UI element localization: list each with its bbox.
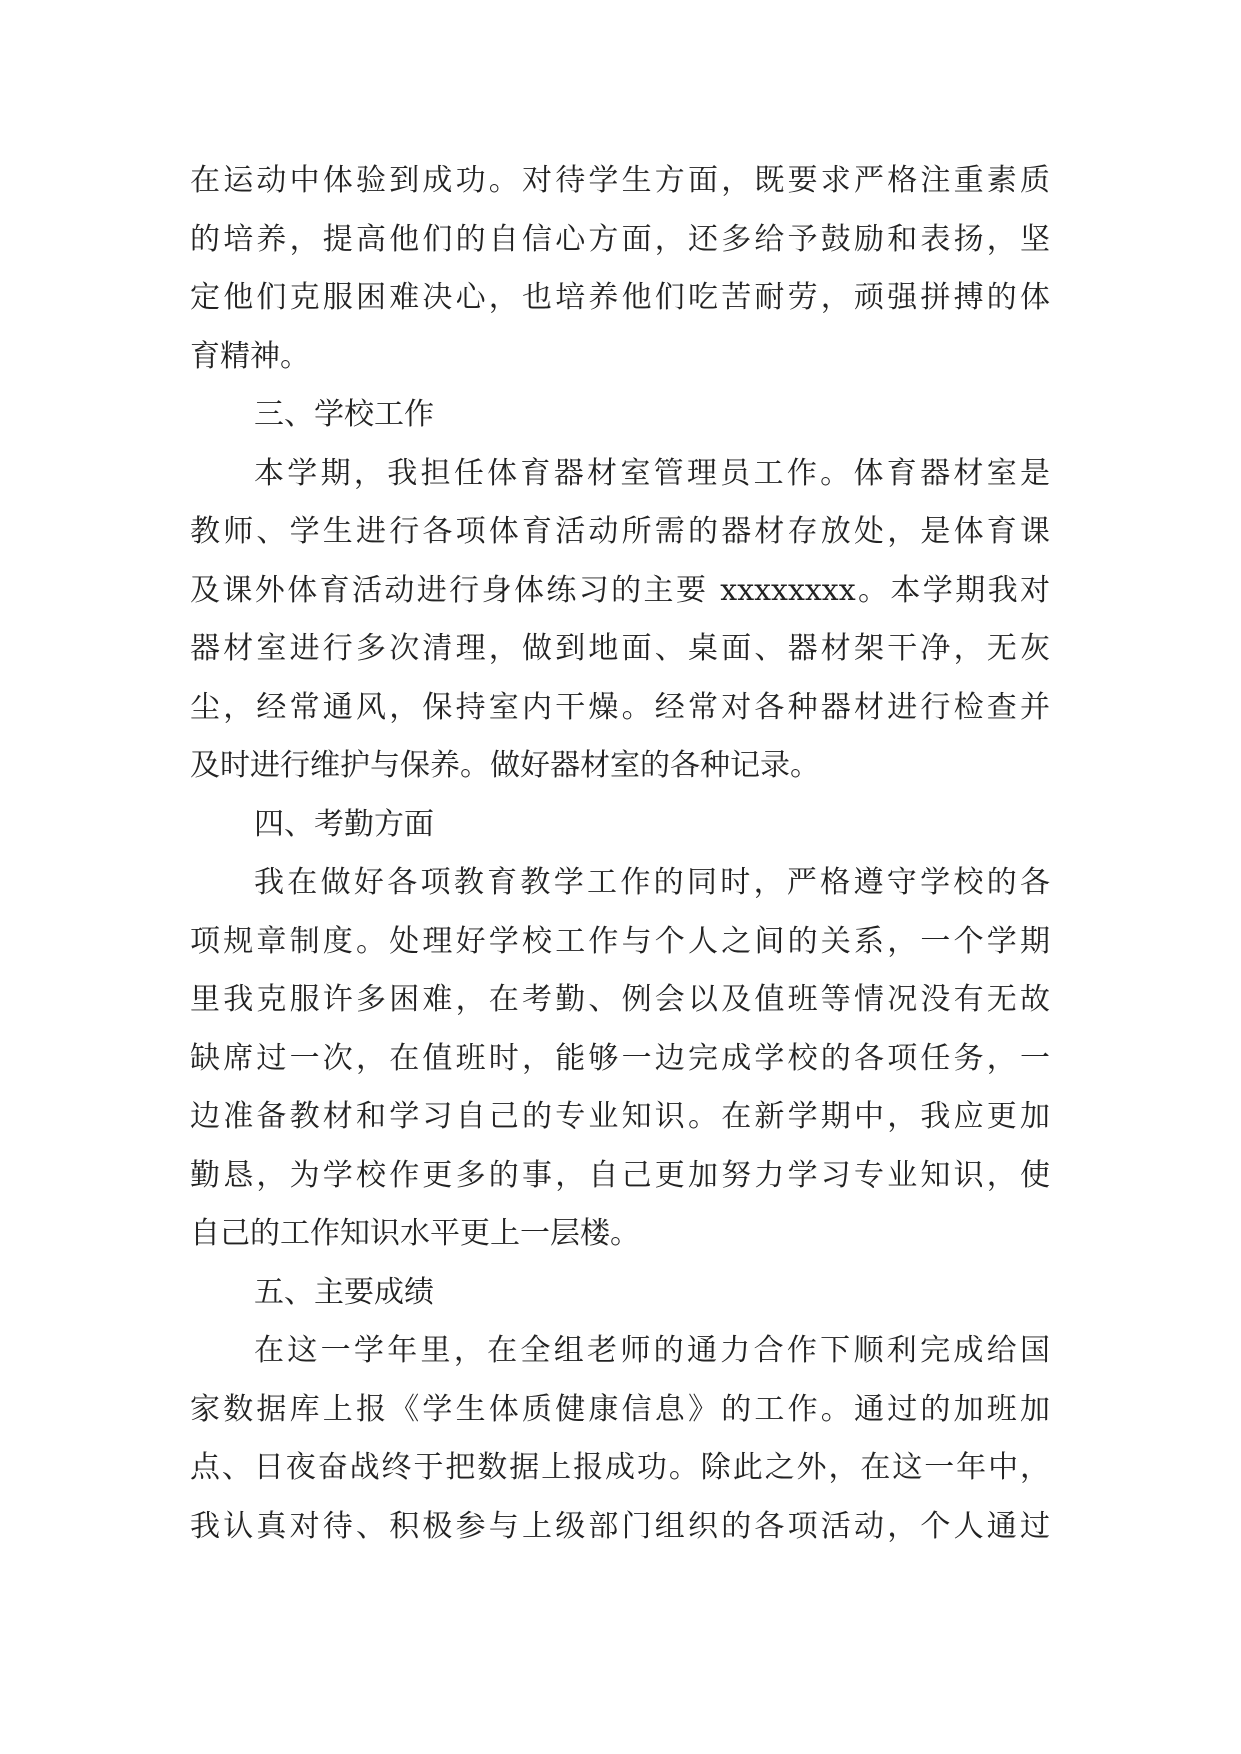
text-line: 勤恳，为学校作更多的事，自己更加努力学习专业知识，使: [190, 1157, 1050, 1193]
section-heading-attendance: 四、考勤方面: [254, 806, 434, 842]
text-line: 点、日夜奋战终于把数据上报成功。除此之外，在这一年中，: [190, 1450, 1050, 1485]
text-line: 自己的工作知识水平更上一层楼。: [190, 1216, 640, 1251]
text-line: 及课外体育活动进行身体练习的主要 xxxxxxxx。本学期我对: [190, 572, 1050, 608]
section-heading-achievements: 五、主要成绩: [254, 1274, 434, 1310]
text-line: 及时进行维护与保养。做好器材室的各种记录。: [190, 748, 820, 783]
text-line: 我在做好各项教育教学工作的同时，严格遵守学校的各: [254, 865, 1050, 900]
text-line: 缺席过一次，在值班时，能够一边完成学校的各项任务，一: [190, 1040, 1050, 1076]
text-line: 项规章制度。处理好学校工作与个人之间的关系，一个学期: [190, 923, 1050, 959]
text-line: 家数据库上报《学生体质健康信息》的工作。通过的加班加: [190, 1391, 1050, 1427]
text-line: 里我克服许多困难，在考勤、例会以及值班等情况没有无故: [190, 982, 1050, 1017]
text-line: 育精神。: [190, 338, 310, 374]
text-line: 边准备教材和学习自己的专业知识。在新学期中，我应更加: [190, 1099, 1050, 1134]
body-text: [190, 152, 1050, 1556]
section-heading-school-work: 三、学校工作: [254, 397, 434, 432]
text-line: 教师、学生进行各项体育活动所需的器材存放处，是体育课: [190, 514, 1050, 549]
text-line: 在运动中体验到成功。对待学生方面，既要求严格注重素质: [190, 163, 1050, 198]
text-line: 尘，经常通风，保持室内干燥。经常对各种器材进行检查并: [190, 689, 1050, 725]
text-line: 的培养，提高他们的自信心方面，还多给予鼓励和表扬，坚: [190, 221, 1050, 257]
text-line: 在这一学年里，在全组老师的通力合作下顺利完成给国: [254, 1333, 1050, 1368]
text-line: 我认真对待、积极参与上级部门组织的各项活动，个人通过: [190, 1508, 1050, 1544]
text-line: 定他们克服困难决心，也培养他们吃苦耐劳，顽强拼搏的体: [190, 280, 1050, 315]
text-line: 器材室进行多次清理，做到地面、桌面、器材架干净，无灰: [190, 631, 1050, 666]
text-line: 本学期，我担任体育器材室管理员工作。体育器材室是: [254, 455, 1050, 491]
